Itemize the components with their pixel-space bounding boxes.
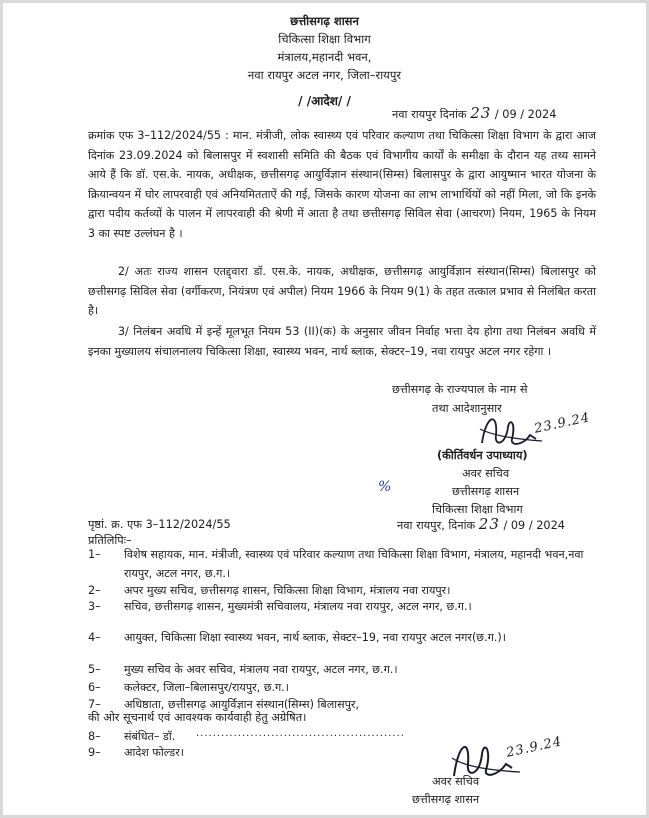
order-date-rest: / 09 / 2024: [494, 108, 557, 121]
endorsement-date-day: 23: [478, 515, 500, 533]
order-paragraph-1: क्रमांक एफ 3–112/2024/55 : मान. मंत्रीजी, लोक स्वास्थ्य एवं परिवार कल्याण तथा चिकित्सा शिक्षा विभाग के द्वारा आज दिनांक 23.09.2024 को बिलासपुर में स्वशासी समिति की बैठक एवं विभागीय कार्यों के समीक्षा के दौरान यह तथ्य सामने आये हैं कि डॉ. एस.के. नायक, अधीक्षक, छत्तीसगढ़ आयुर्विज्ञान संस्थान(सिम्स) बिलासपुर के द्वारा आयुष्मान भारत योजना के क्रियान्वयन में घोर लापरवाही एवं अनियमितताऐं की गई, जिसके कारण योजना का लाभ लाभार्थियों को नहीं मिला, जो कि इनके द्वारा पदीय कर्तव्यों के पालन में लापरवाही की श्रेणी में आता है तथा छत्तीसगढ़ सिविल सेवा (आचरण) नियम, 1965 के नियम 3 का स्पष्ट उल्लंघन है ।: [88, 129, 596, 240]
margin-mark: %: [378, 479, 393, 495]
authority-line-1: छत्तीसगढ़ के राज्यपाल के नाम से: [392, 383, 528, 396]
officer-signature-date: 23.9.24: [533, 410, 592, 437]
office-address: मंत्रालय,महानदी भवन,: [277, 50, 372, 64]
copy-item-number: 8–: [88, 730, 101, 743]
copy-item-number: 3–: [88, 600, 101, 613]
govt-heading: छत्तीसगढ़ शासन: [290, 14, 359, 28]
order-paragraph-3: 3/ निलंबन अवधि में इन्हें मूलभूत नियम 53 (II)(क) के अनुसार जीवन निर्वाह भत्ता देय होगा तथा निलंबन अवधि में इनका मुख्यालय संचालनालय चिकित्सा शिक्षा, स्वास्थ्य भवन, नार्थ ब्लाक, सेक्टर–19, नवा रायपुर अटल नगर रहेगा ।: [88, 325, 596, 358]
copy-item-text: विशेष सहायक, मान. मंत्रीजी, स्वास्थ्य एवं परिवार कल्याण तथा चिकित्सा शिक्षा विभाग, मंत्रालय, महानदी भवन,नवा रायपुर, अटल नगर, छ.ग.।: [124, 548, 584, 580]
city-address: नवा रायपुर अटल नगर, जिला–रायपुर: [247, 68, 402, 82]
endorsement-date-rest: / 09 / 2024: [503, 519, 565, 532]
copy-item-number: 1–: [88, 548, 101, 561]
forward-line: की ओर सूचनार्थ एवं आवश्यक कार्यवाही हेतु अग्रेषित।: [88, 711, 307, 724]
endorsement-date: [397, 515, 565, 536]
signatory-department: चिकित्सा शिक्षा विभाग: [432, 503, 523, 516]
copy-item-text: सचिव, छत्तीसगढ़ शासन, मुख्यमंत्री सचिवालय, मंत्रालय नवा रायपुर, अटल नगर, छ.ग.।: [124, 600, 472, 613]
order-date-prefix: नवा रायपुर दिनांक: [392, 108, 467, 121]
endorsement-reference: पृष्ठां. क्र. एफ 3–112/2024/55: [88, 518, 231, 531]
copy-item-number: 7–: [88, 698, 101, 711]
copy-heading: प्रतिलिपिः–: [88, 534, 132, 547]
copy-item-number: 2–: [88, 584, 101, 597]
footer-government: छत्तीसगढ़ शासन: [412, 793, 480, 806]
authority-line-2: तथा आदेशानुसार: [432, 402, 502, 415]
order-title: / /आदेश/ /: [298, 94, 351, 108]
copy-item-number: 9–: [88, 746, 101, 759]
endorsement-date-prefix: नवा रायपुर, दिनांक: [397, 519, 476, 532]
copy-item-text: आयुक्त, चिकित्सा शिक्षा स्वास्थ्य भवन, नार्थ ब्लाक, सेक्टर–19, नवा रायपुर अटल नगर(छ.ग.)।: [124, 631, 506, 644]
copy-item-text: मुख्य सचिव के अवर सचिव, मंत्रालय नवा रायपुर, अटल नगर, छ.ग.।: [124, 663, 398, 676]
blank-dotted-line: ..................................................: [196, 728, 405, 739]
copy-item-number: 5–: [88, 663, 101, 676]
order-date: [392, 104, 556, 125]
copy-item-text: कलेक्टर, जिला–बिलासपुर/रायपुर, छ.ग.।: [124, 681, 290, 694]
copy-item-text: आदेश फोल्डर।: [124, 746, 184, 759]
footer-signature-date: 23.9.24: [505, 734, 564, 761]
copy-item-number: 4–: [88, 631, 101, 644]
order-paragraph-2: 2/ अतः राज्य शासन एतद्द्वारा डॉ. एस.के. नायक, अधीक्षक, छत्तीसगढ़ आयुर्विज्ञान संस्थान(सिम्स) बिलासपुर को छत्तीसगढ़ सिविल सेवा (वर्गीकरण, नियंत्रण एवं अपील) नियम 1966 के नियम 9(1) के तहत तत्काल प्रभाव से निलंबित करता है।: [88, 265, 596, 317]
copy-item-number: 6–: [88, 681, 101, 694]
department-heading: चिकित्सा शिक्षा विभाग: [278, 32, 371, 46]
copy-item-text: संबंधित– डॉ.: [124, 730, 176, 743]
footer-designation: अवर सचिव: [432, 775, 480, 788]
signatory-government: छत्तीसगढ़ शासन: [452, 485, 520, 498]
order-date-day: 23: [470, 104, 492, 122]
signatory-designation: अवर सचिव: [462, 467, 510, 480]
signatory-name: (कीर्तिवर्धन उपाध्याय): [437, 449, 528, 462]
copy-item-text: अपर मुख्य सचिव, छत्तीसगढ़ शासन, चिकित्सा शिक्षा विभाग, मंत्रालय नवा रायपुर।: [124, 584, 451, 597]
copy-item-text: अधिष्ठाता, छत्तीसगढ़ आयुर्विज्ञान संस्थान(सिम्स) बिलासपुर,: [124, 698, 359, 711]
